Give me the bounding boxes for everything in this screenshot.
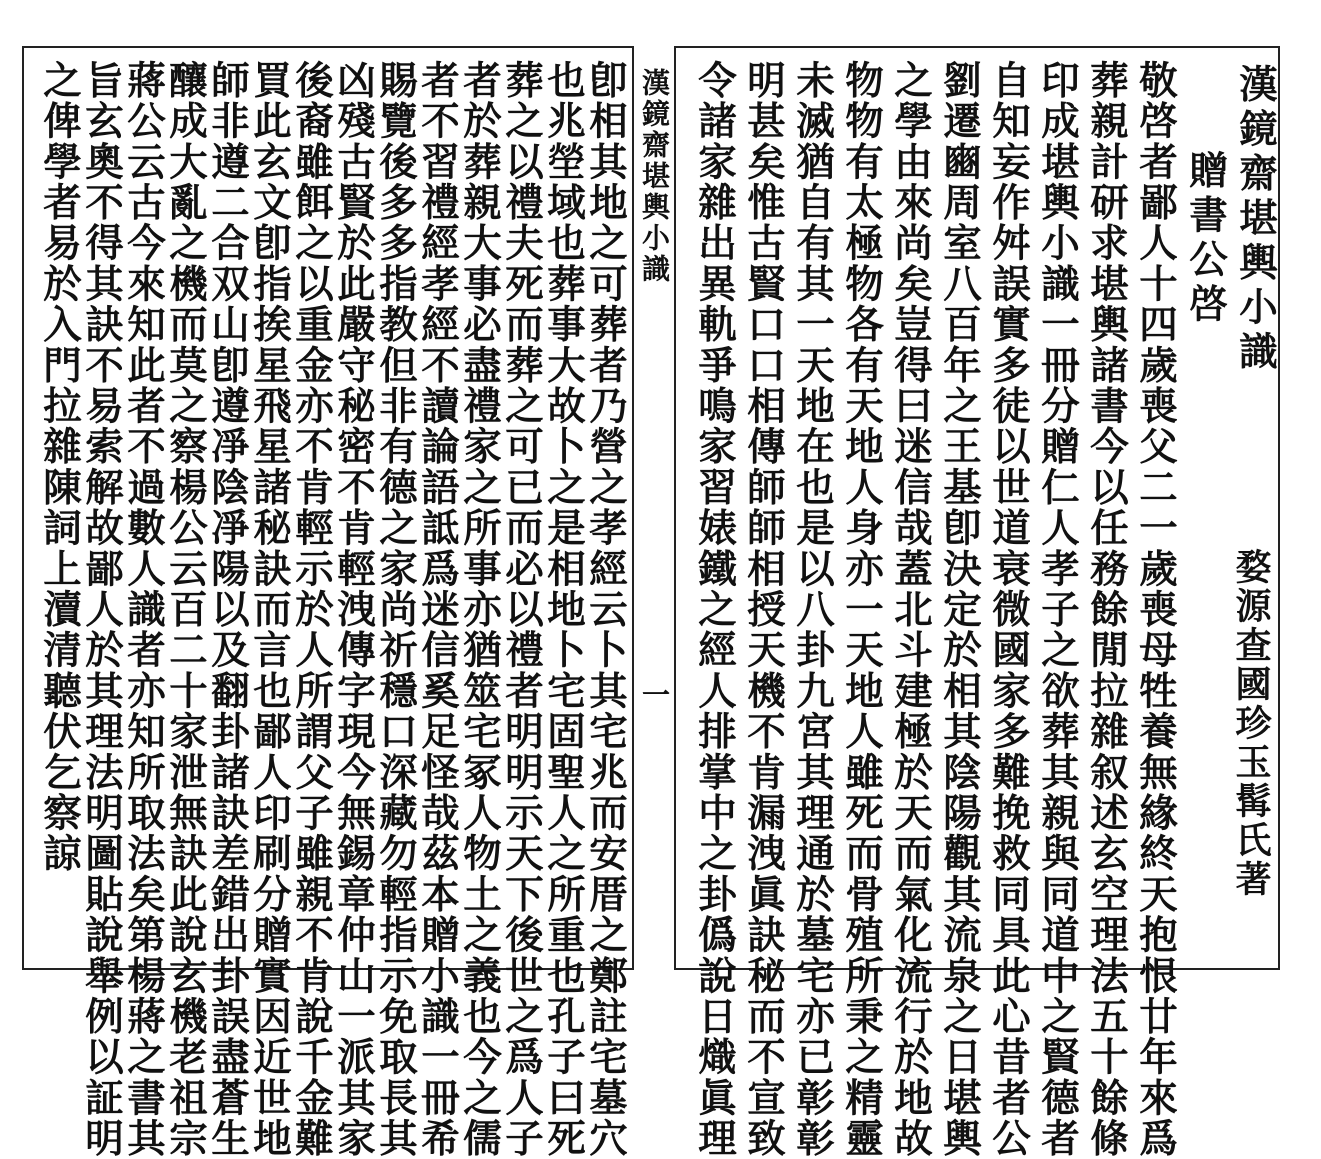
book-title: 漢鏡齋堪輿小識 bbox=[1233, 64, 1278, 376]
right-line-10: 令諸家雜出異軌爭鳴家習婊鐵之經人排掌中之卦僞說日熾眞理 bbox=[692, 60, 737, 1159]
right-line-5: 劉遷豳周室八百年之王基卽決定於相其陰陽觀其流泉之日堪輿 bbox=[937, 60, 982, 1159]
right-line-4: 自知妄作舛誤實多徒以世道衰微國家多難挽救同具此心昔者公 bbox=[986, 60, 1031, 1159]
right-line-1: 敬啓者鄙人十四歲喪父二一歲喪母牲養無緣終天抱恨廿年來爲 bbox=[1133, 60, 1178, 1159]
left-line-3: 葬之以禮夫死而葬之可已而必以禮者明明示天下後世之爲人子 bbox=[499, 60, 544, 1159]
left-line-8: 後裔雖餌之以重金亦不肯輕示於人所謂父子雖親不肯說千金難 bbox=[289, 60, 334, 1159]
left-line-1: 卽相其地之可葬者乃營之孝經云卜其宅兆而安厝之鄭註宅墓穴 bbox=[583, 60, 628, 1159]
left-line-11: 釀成大亂之機而莫之察楊公云百二十家泄無訣此說玄機老祖宗 bbox=[163, 60, 208, 1159]
left-line-2: 也兆塋域也葬事大故卜之是相地卜宅固聖人之所重也孔子曰死 bbox=[541, 60, 586, 1159]
fold-page-number: 一 bbox=[638, 680, 671, 708]
fold-book-title: 漢鏡齋堪輿小識 bbox=[638, 68, 671, 285]
left-line-5: 者不習禮經孝經不讀論語詆爲迷信奚足怪哉茲本贈小識一冊希 bbox=[415, 60, 460, 1159]
left-line-7: 凶殘古賢於此嚴守秘密不肯輕洩傳字現今無錫章仲山一派其家 bbox=[331, 60, 376, 1159]
section-title: 贈書公啓 bbox=[1183, 150, 1228, 328]
left-line-4: 者於葬親大事必盡禮家之所事亦猶筮宅冢人物土之義也今之儒 bbox=[457, 60, 502, 1159]
left-line-9: 買此玄文卽指挨星飛星諸秘訣而言也鄙人印刷分贈實因近世地 bbox=[247, 60, 292, 1159]
author-line: 婺源查國珍玉髯氏著 bbox=[1230, 548, 1272, 899]
left-line-10: 師非遵二合双山卽遵凈陰凈陽以及翻卦諸訣差錯出卦誤盡蒼生 bbox=[205, 60, 250, 1159]
left-line-14: 之俾學者易於入門拉雜陳詞上瀆清聽伏乞察諒 bbox=[37, 60, 82, 874]
right-line-7: 物物有太極物各有天地人身亦一天地人雖死而骨殖所秉之精靈 bbox=[839, 60, 884, 1159]
left-line-12: 蔣公云古今來知此者不過數人識者亦知所取法矣第楊蔣之書其 bbox=[121, 60, 166, 1159]
right-line-8: 未滅猶自有其一天地在也是以八卦九宮其理通於墓宅亦已彰彰 bbox=[790, 60, 835, 1159]
left-line-13: 旨玄奧不得其訣不易索解故鄙人於其理法明圖貼說舉例以証明 bbox=[79, 60, 124, 1159]
right-line-2: 葬親計研求堪輿諸書今以任務餘閒拉雜叙述玄空理法五十餘條 bbox=[1084, 60, 1129, 1159]
right-line-3: 印成堪輿小識一冊分贈仁人孝子之欲葬其親與同道中之賢德者 bbox=[1035, 60, 1080, 1159]
right-line-6: 之學由來尚矣豈得曰迷信哉蓋北斗建極於天而氣化流行於地故 bbox=[888, 60, 933, 1159]
left-line-6: 賜覽後多多指教但非有德之家尚祈穩口深藏勿輕指示免取長其 bbox=[373, 60, 418, 1159]
right-line-9: 明甚矣惟古賢口口相傳師師相授天機不肯漏洩眞訣秘而不宣致 bbox=[741, 60, 786, 1159]
